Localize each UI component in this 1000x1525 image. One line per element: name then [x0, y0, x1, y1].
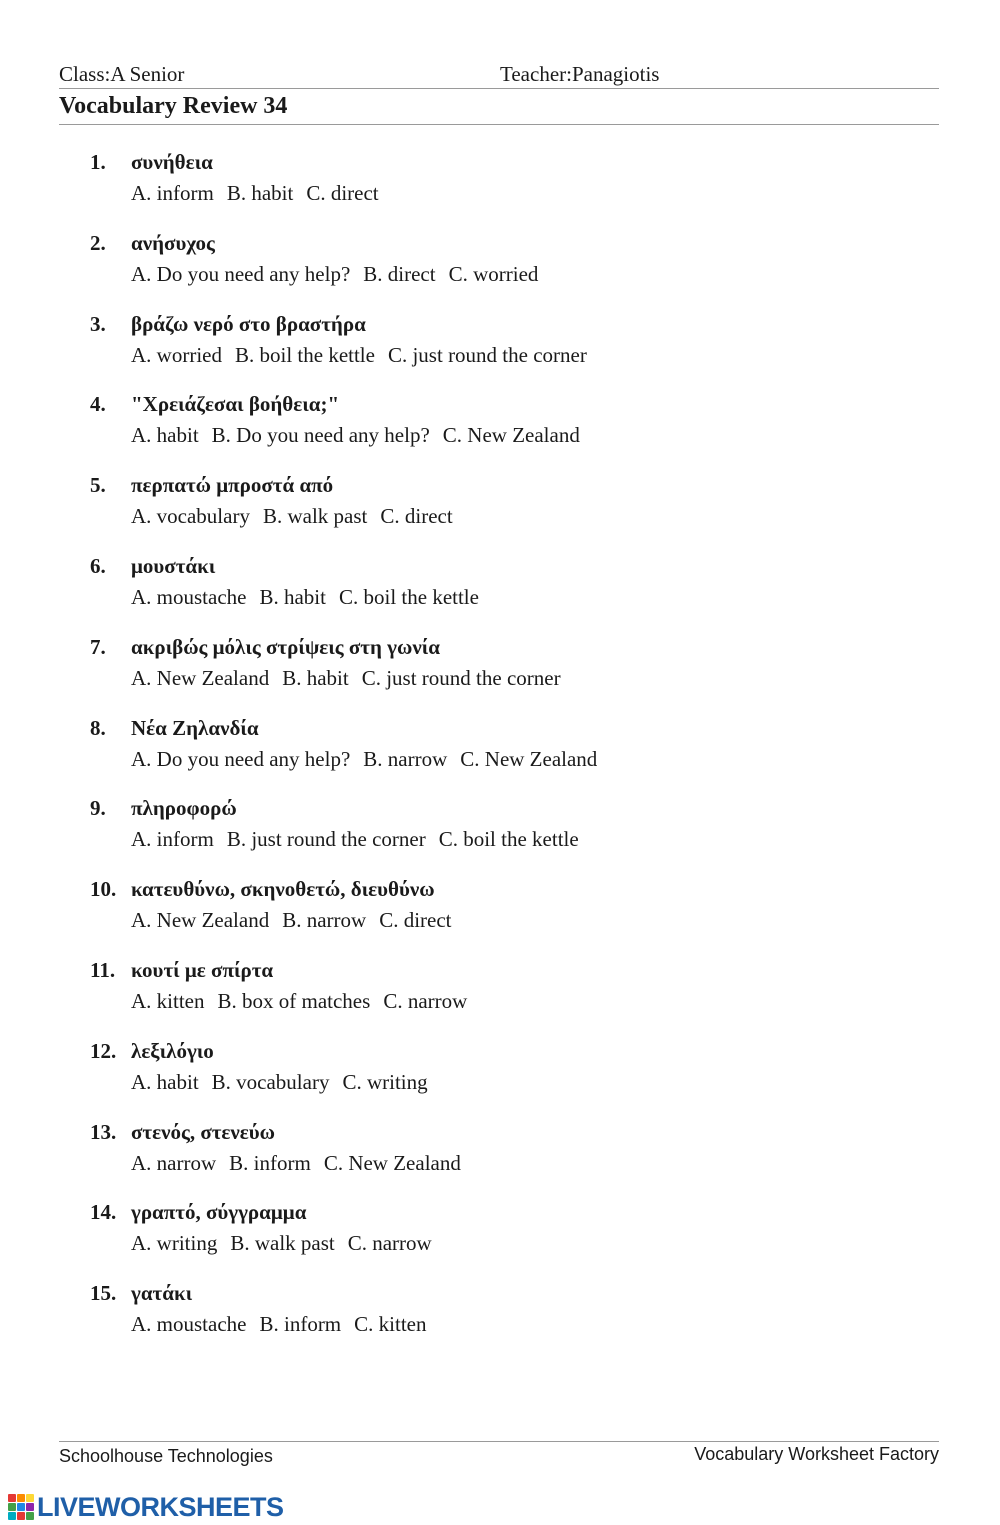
question-item	[0, 877, 1000, 958]
title-row	[59, 93, 939, 125]
question-item	[0, 1120, 1000, 1201]
answer-option[interactable]: C. direct	[306, 181, 379, 205]
question-prompt: κατευθύνω, σκηνοθετώ, διευθύνω	[131, 877, 435, 902]
question-list	[0, 150, 1000, 1362]
question-number: 3.	[90, 311, 106, 336]
answer-option[interactable]: C. New Zealand	[442, 423, 580, 448]
answer-option[interactable]: B. Do you need any help?	[211, 423, 430, 448]
answer-option[interactable]: B. narrow	[363, 746, 448, 771]
question-number: 13.	[90, 1119, 117, 1144]
answer-option[interactable]: A. narrow	[131, 1150, 217, 1175]
answer-option[interactable]: A. worried	[131, 342, 222, 367]
answer-option[interactable]: B. box of matches	[217, 988, 371, 1013]
logo-square	[17, 1512, 25, 1520]
question-number: 14.	[90, 1200, 117, 1225]
answer-option[interactable]: A. vocabulary	[131, 504, 250, 529]
answer-options	[131, 747, 610, 772]
question-item	[0, 150, 1000, 231]
question-item	[0, 554, 1000, 635]
question-prompt: συνήθεια	[131, 150, 213, 174]
answer-option[interactable]: A. habit	[131, 1069, 199, 1094]
liveworksheets-logo[interactable]	[8, 1493, 284, 1521]
answer-option[interactable]: B. habit	[282, 665, 349, 690]
answer-options	[131, 666, 574, 691]
question-item	[0, 958, 1000, 1039]
answer-options	[131, 585, 492, 610]
answer-options	[131, 262, 551, 287]
answer-options	[131, 1070, 441, 1095]
answer-options	[131, 181, 392, 206]
logo-square	[17, 1503, 25, 1511]
question-number: 6.	[90, 553, 106, 578]
worksheet-header	[59, 62, 939, 89]
liveworksheets-icon	[8, 1494, 34, 1520]
brand-name: LIVEWORKSHEETS	[37, 1491, 284, 1522]
question-number: 7.	[90, 634, 106, 659]
answer-option[interactable]: C. boil the kettle	[338, 584, 479, 609]
footer-product: Vocabulary Worksheet Factory	[694, 1444, 939, 1464]
answer-option[interactable]: C. direct	[379, 908, 452, 933]
worksheet-title: Vocabulary Review 34	[59, 93, 288, 119]
question-prompt: πληροφορώ	[131, 796, 237, 821]
answer-option[interactable]: A. inform	[131, 827, 214, 852]
question-prompt: περπατώ μπροστά από	[131, 473, 334, 498]
answer-option[interactable]: B. vocabulary	[211, 1069, 330, 1094]
answer-option[interactable]: A. Do you need any help?	[131, 261, 351, 286]
answer-option[interactable]: A. moustache	[131, 584, 247, 609]
answer-options	[131, 1312, 440, 1337]
question-prompt: κουτί με σπίρτα	[131, 957, 274, 982]
answer-option[interactable]: C. kitten	[354, 1312, 427, 1337]
answer-option[interactable]: A. writing	[131, 1231, 218, 1256]
answer-option[interactable]: C. worried	[448, 261, 539, 286]
question-prompt: λεξιλόγιο	[131, 1038, 214, 1063]
question-number: 15.	[90, 1281, 117, 1306]
answer-option[interactable]: A. inform	[131, 181, 214, 205]
question-item	[0, 392, 1000, 473]
answer-option[interactable]: C. writing	[342, 1069, 428, 1094]
answer-option[interactable]: B. habit	[259, 584, 326, 609]
answer-option[interactable]: B. direct	[363, 261, 436, 286]
answer-options	[131, 343, 600, 368]
question-item	[0, 635, 1000, 716]
answer-option[interactable]: C. narrow	[383, 988, 468, 1013]
answer-option[interactable]: A. New Zealand	[131, 908, 270, 933]
question-item	[0, 1200, 1000, 1281]
question-number: 12.	[90, 1038, 117, 1063]
question-number: 9.	[90, 796, 106, 821]
answer-option[interactable]: A. kitten	[131, 988, 205, 1013]
question-prompt: βράζω νερό στο βραστήρα	[131, 311, 366, 336]
question-item	[0, 1281, 1000, 1362]
answer-option[interactable]: A. moustache	[131, 1312, 247, 1337]
question-number: 11.	[90, 957, 116, 982]
answer-option[interactable]: C. just round the corner	[387, 342, 587, 367]
answer-option[interactable]: C. just round the corner	[361, 665, 561, 690]
question-number: 5.	[90, 473, 106, 498]
answer-option[interactable]: B. narrow	[282, 908, 367, 933]
logo-square	[26, 1494, 34, 1502]
answer-option[interactable]: B. habit	[226, 181, 294, 205]
question-number: 10.	[90, 877, 117, 902]
footer-publisher: Schoolhouse Technologies	[59, 1446, 273, 1466]
logo-square	[8, 1512, 16, 1520]
answer-options	[131, 1231, 445, 1256]
logo-square	[17, 1494, 25, 1502]
question-number: 4.	[90, 392, 106, 417]
question-prompt: ακριβώς μόλις στρίψεις στη γωνία	[131, 634, 440, 659]
answer-option[interactable]: C. New Zealand	[323, 1150, 461, 1175]
question-item	[0, 1039, 1000, 1120]
question-item	[0, 231, 1000, 312]
answer-option[interactable]: C. narrow	[347, 1231, 432, 1256]
logo-square	[8, 1503, 16, 1511]
question-item	[0, 473, 1000, 554]
answer-option[interactable]: A. habit	[131, 423, 199, 448]
teacher-label: Teacher:Panagiotis	[500, 62, 660, 86]
logo-square	[26, 1512, 34, 1520]
answer-option[interactable]: C. direct	[380, 504, 453, 529]
question-prompt: γραπτό, σύγγραμμα	[131, 1200, 307, 1225]
answer-options	[131, 423, 593, 448]
logo-square	[26, 1503, 34, 1511]
answer-option[interactable]: C. boil the kettle	[438, 827, 579, 852]
answer-options	[131, 504, 466, 529]
class-label: Class:A Senior	[59, 62, 185, 86]
question-prompt: ανήσυχος	[131, 230, 215, 255]
answer-options	[131, 827, 592, 852]
question-prompt: στενός, στενεύω	[131, 1119, 275, 1144]
page-footer	[59, 1441, 939, 1472]
answer-option[interactable]: B. inform	[259, 1312, 342, 1337]
question-prompt: μουστάκι	[131, 553, 216, 578]
answer-options	[131, 989, 480, 1014]
question-item	[0, 312, 1000, 393]
logo-square	[8, 1494, 16, 1502]
answer-option[interactable]: A. Do you need any help?	[131, 746, 351, 771]
question-prompt: γατάκι	[131, 1281, 193, 1306]
answer-option[interactable]: A. New Zealand	[131, 665, 270, 690]
question-prompt: "Χρειάζεσαι βοήθεια;"	[131, 392, 340, 417]
answer-option[interactable]: B. just round the corner	[226, 827, 426, 852]
question-prompt: Νέα Ζηλανδία	[131, 715, 259, 740]
question-item	[0, 796, 1000, 877]
answer-option[interactable]: C. New Zealand	[460, 746, 598, 771]
question-number: 2.	[90, 230, 106, 255]
answer-option[interactable]: B. inform	[229, 1150, 311, 1175]
answer-option[interactable]: B. boil the kettle	[234, 342, 375, 367]
answer-option[interactable]: B. walk past	[262, 504, 368, 529]
question-number: 1.	[90, 150, 106, 174]
question-item	[0, 716, 1000, 797]
answer-options	[131, 1151, 474, 1176]
answer-options	[131, 908, 465, 933]
answer-option[interactable]: B. walk past	[230, 1231, 335, 1256]
question-number: 8.	[90, 715, 106, 740]
